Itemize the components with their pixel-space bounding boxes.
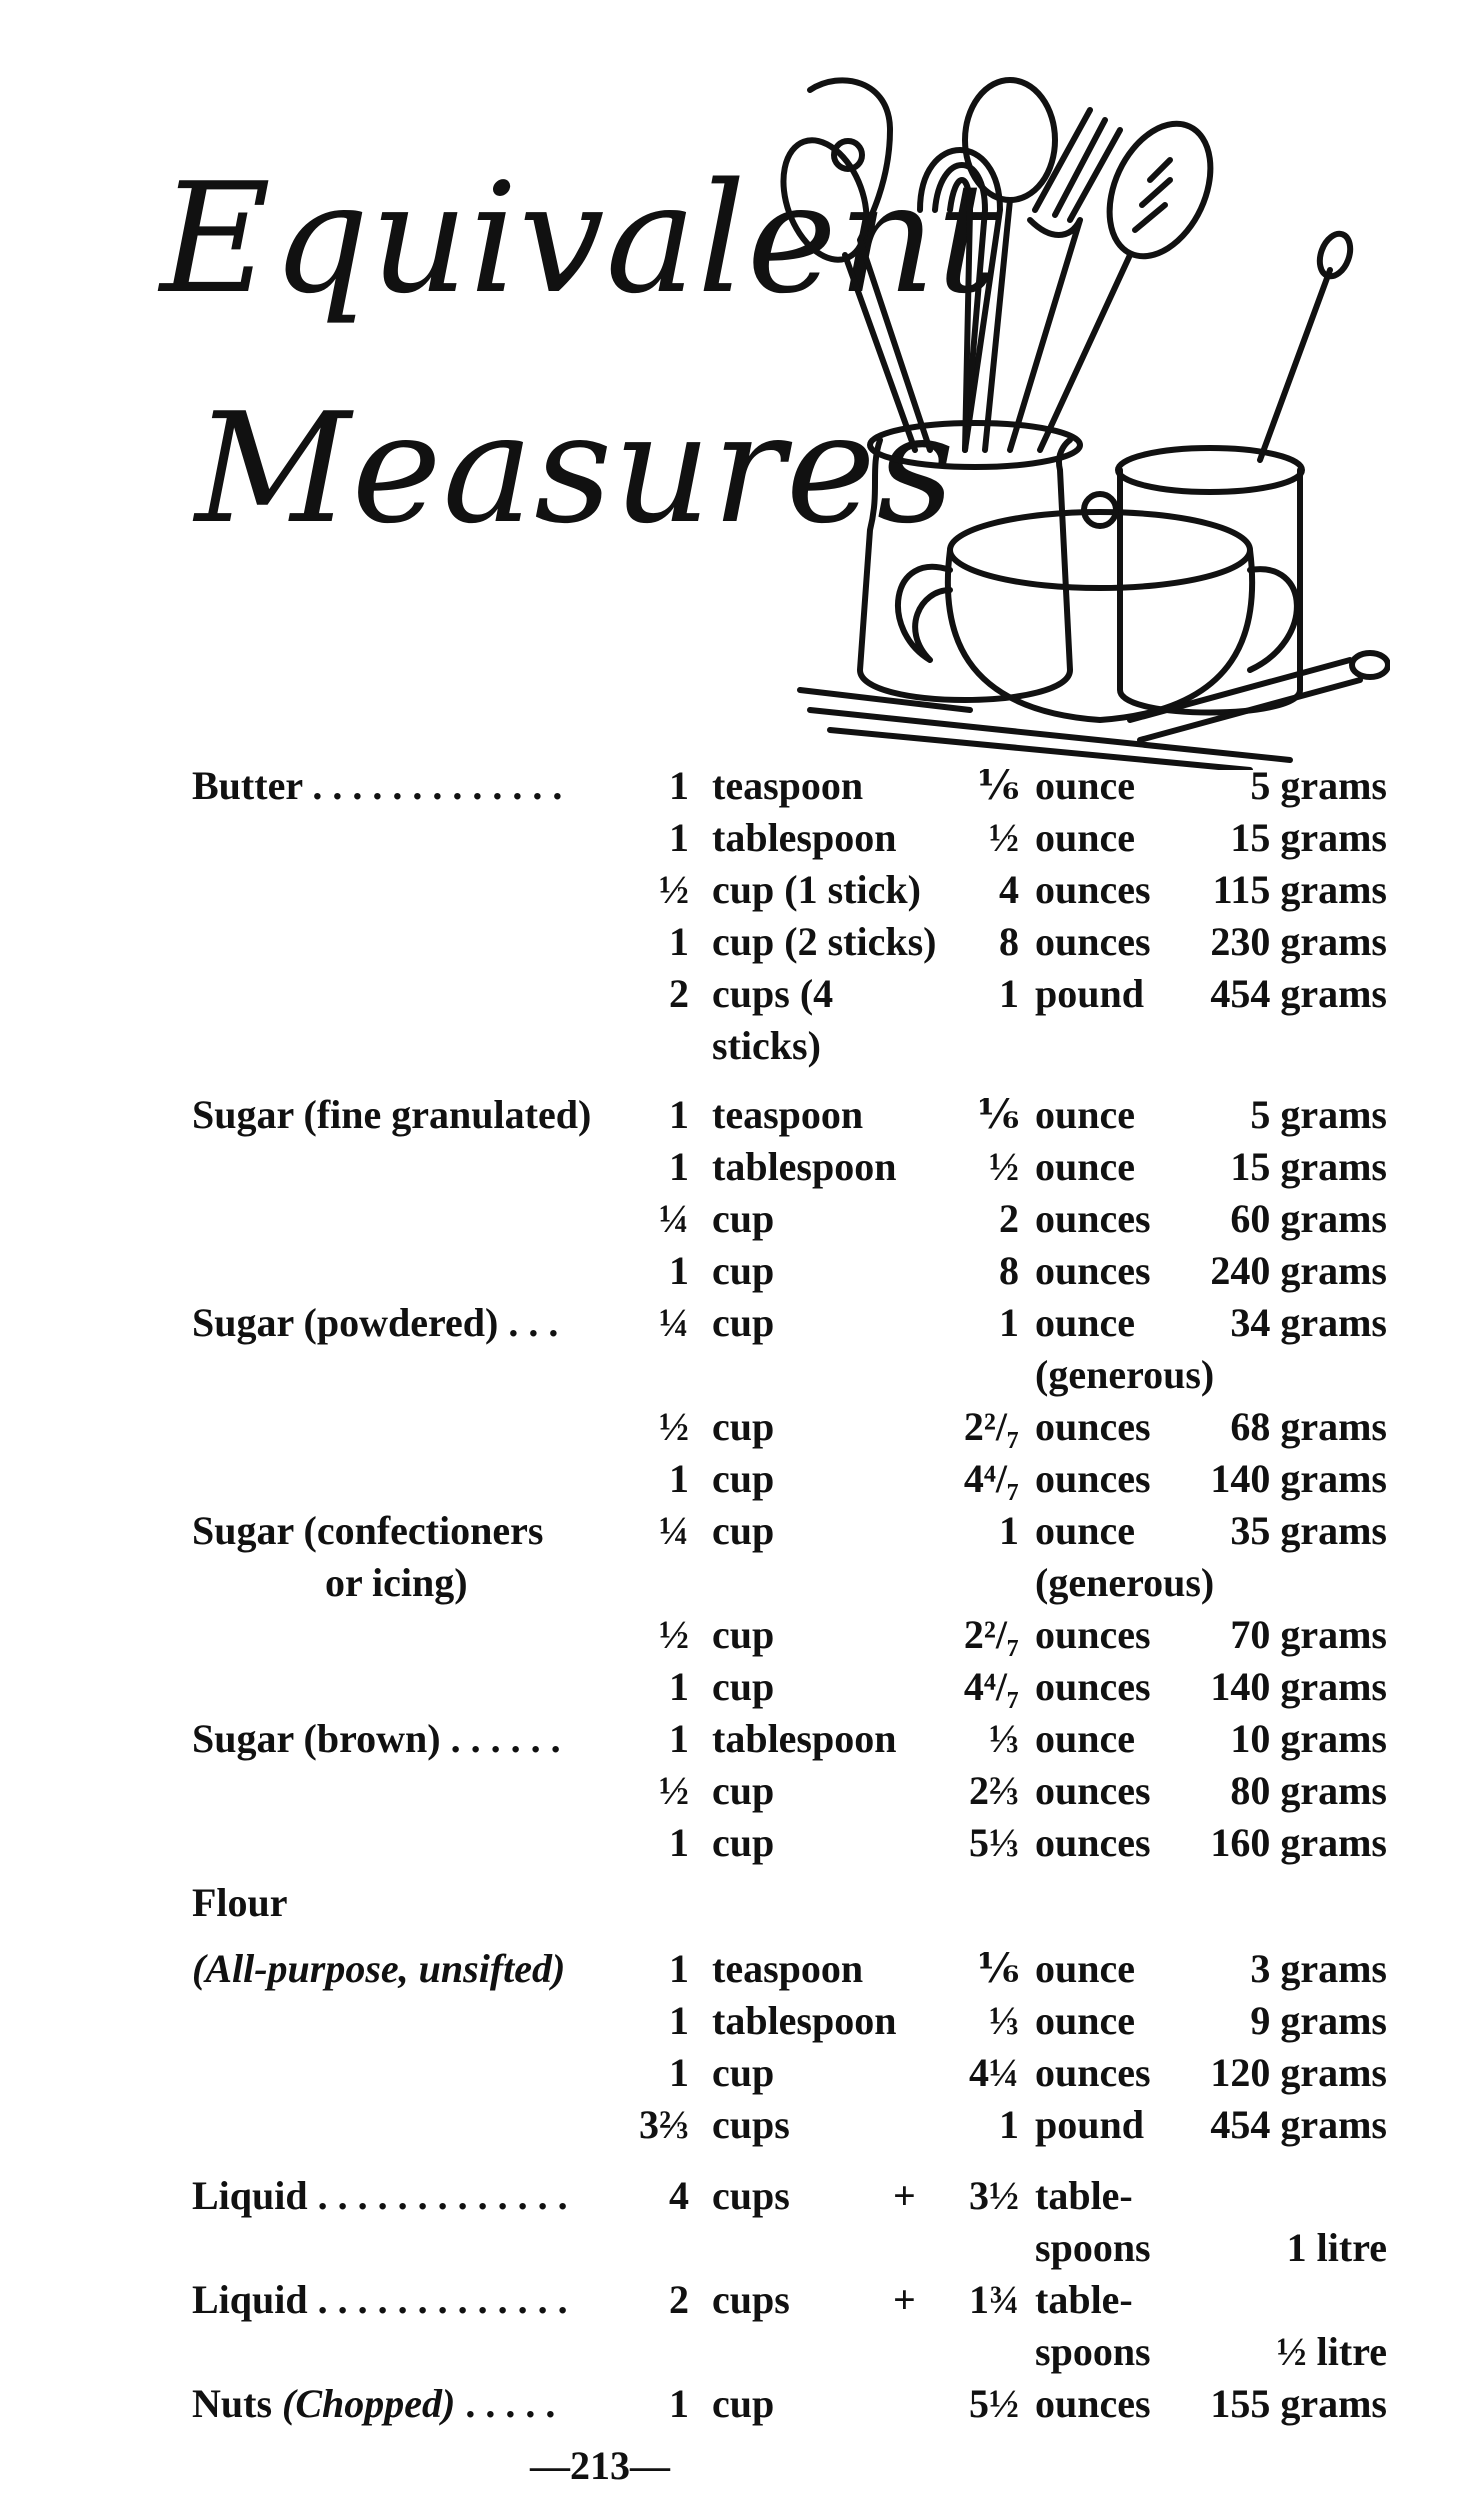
metric-amount: 115 grams (1212, 867, 1387, 912)
metric-amount: 120 grams (1210, 2050, 1387, 2095)
metric-amount: 15 grams (1230, 815, 1387, 860)
ounce-amount: ⅓ (989, 1998, 1019, 2043)
ounce-unit: ounces (1035, 1664, 1151, 1709)
unit: cup (712, 1508, 775, 1553)
metric-amount: 230 grams (1210, 919, 1387, 964)
table-row (0, 2170, 1477, 2222)
ounce-unit: (generous) (1035, 1352, 1215, 1397)
unit: cup (712, 1768, 775, 1813)
ounce-amount: 4⁴/₇ (963, 1456, 1019, 1501)
ounce-unit: ounce (1035, 1092, 1135, 1137)
ounce-amount: 8 (999, 919, 1019, 964)
ounce-amount: 2 (999, 1196, 1019, 1241)
quantity: 1 (669, 1664, 689, 1709)
metric-amount: 35 grams (1230, 1508, 1387, 1553)
metric-amount: ½ litre (1276, 2329, 1387, 2374)
quantity: 2 (669, 2277, 689, 2322)
metric-amount: 70 grams (1230, 1612, 1387, 1657)
ounce-amount: 1 (999, 1300, 1019, 1345)
table-row (0, 2274, 1477, 2326)
ounce-amount: 2⅔ (969, 1768, 1019, 1813)
table-row (0, 1877, 1477, 1929)
quantity: 4 (669, 2173, 689, 2218)
kitchen-utensils-illustration (770, 70, 1390, 770)
ounce-unit: pound (1035, 2102, 1144, 2147)
table-row (0, 2222, 1477, 2274)
ounce-amount: ⅙ (977, 1092, 1019, 1137)
quantity: 1 (669, 1998, 689, 2043)
item-name-leader: . . . . . (455, 2381, 556, 2426)
item-name: Flour (192, 1880, 288, 1925)
ounce-unit: ounces (1035, 867, 1151, 912)
table-row (0, 1453, 1477, 1505)
table-row (0, 2326, 1477, 2378)
ounce-amount: 1 (999, 2102, 1019, 2147)
quantity: ½ (659, 1612, 689, 1657)
table-row (0, 2047, 1477, 2099)
ounce-amount: 4⁴/₇ (963, 1664, 1019, 1709)
item-name: Sugar (confectioners (192, 1508, 544, 1553)
ounce-amount: 2²/₇ (963, 1612, 1019, 1657)
table-row (0, 1505, 1477, 1557)
unit: cup (712, 1820, 775, 1865)
table-row (0, 2099, 1477, 2151)
metric-amount: 160 grams (1210, 1820, 1387, 1865)
unit: cup (2 sticks) (712, 919, 937, 964)
metric-amount: 140 grams (1210, 1456, 1387, 1501)
table-row (0, 1193, 1477, 1245)
quantity: 1 (669, 2050, 689, 2095)
metric-amount: 3 grams (1250, 1946, 1387, 1991)
table-row (0, 1020, 1477, 1072)
ounce-unit: ounce (1035, 1716, 1135, 1761)
unit: tablespoon (712, 1144, 897, 1189)
unit: cup (712, 2050, 775, 2095)
ounce-amount: 1¾ (969, 2277, 1019, 2322)
ounce-amount: 1 (999, 1508, 1019, 1553)
unit: tablespoon (712, 1998, 897, 2043)
quantity: ¼ (659, 1300, 689, 1345)
unit: teaspoon (712, 1946, 864, 1991)
item-name: Butter . . . . . . . . . . . . . (192, 763, 563, 808)
quantity: 1 (669, 919, 689, 964)
table-row (0, 1609, 1477, 1661)
ounce-amount: 8 (999, 1248, 1019, 1293)
table-row (0, 916, 1477, 968)
ounce-unit: ounces (1035, 2381, 1151, 2426)
quantity: 1 (669, 1456, 689, 1501)
quantity: 1 (669, 763, 689, 808)
ounce-amount: 5⅓ (969, 1820, 1019, 1865)
unit: cup (712, 1300, 775, 1345)
item-name: Sugar (powdered) . . . (192, 1300, 559, 1345)
metric-amount: 80 grams (1230, 1768, 1387, 1813)
ounce-unit: ounce (1035, 1300, 1135, 1345)
metric-amount: 5 grams (1250, 1092, 1387, 1137)
quantity: 1 (669, 2381, 689, 2426)
metric-amount: 5 grams (1250, 763, 1387, 808)
metric-amount: 10 grams (1230, 1716, 1387, 1761)
metric-amount: 454 grams (1210, 971, 1387, 1016)
unit: cups (4 (712, 971, 834, 1016)
title-line-1: Equivalent (160, 150, 999, 327)
table-row (0, 968, 1477, 1020)
unit: sticks) (712, 1023, 821, 1068)
item-qualifier: (All-purpose, unsifted) (192, 1946, 566, 1991)
ounce-unit: ounces (1035, 2050, 1151, 2095)
ounce-unit: ounces (1035, 1612, 1151, 1657)
metric-amount: 68 grams (1230, 1404, 1387, 1449)
metric-amount: 15 grams (1230, 1144, 1387, 1189)
unit: cups (712, 2173, 790, 2218)
table-row (0, 864, 1477, 916)
unit: cup (1 stick) (712, 867, 921, 912)
unit: cup (712, 1404, 775, 1449)
unit: cup (712, 2381, 775, 2426)
ounce-unit: ounces (1035, 1456, 1151, 1501)
ounce-unit: spoons (1035, 2225, 1151, 2270)
page-number: —213— (530, 2443, 670, 2488)
metric-amount: 60 grams (1230, 1196, 1387, 1241)
metric-amount: 140 grams (1210, 1664, 1387, 1709)
title-line-2: Measures (195, 380, 956, 557)
metric-amount: 1 litre (1286, 2225, 1387, 2270)
table-row (0, 1141, 1477, 1193)
quantity: ½ (659, 1768, 689, 1813)
ounce-unit: pound (1035, 971, 1144, 1016)
metric-amount: 240 grams (1210, 1248, 1387, 1293)
table-row (0, 1995, 1477, 2047)
ounce-amount: 5½ (969, 2381, 1019, 2426)
table-row (0, 812, 1477, 864)
quantity: 1 (669, 1092, 689, 1137)
ounce-amount: ½ (989, 1144, 1019, 1189)
unit: cup (712, 1196, 775, 1241)
ounce-unit: ounces (1035, 1196, 1151, 1241)
ounce-unit: table- (1035, 2173, 1133, 2218)
unit: teaspoon (712, 1092, 864, 1137)
plus-sign: + (893, 2277, 916, 2322)
ounce-amount: 3½ (969, 2173, 1019, 2218)
quantity: 3⅔ (639, 2102, 689, 2147)
ounce-unit: ounce (1035, 1508, 1135, 1553)
quantity: 1 (669, 1248, 689, 1293)
metric-amount: 9 grams (1250, 1998, 1387, 2043)
metric-amount: 454 grams (1210, 2102, 1387, 2147)
ounce-amount: ⅓ (989, 1716, 1019, 1761)
quantity: 1 (669, 815, 689, 860)
table-row (0, 1557, 1477, 1609)
plus-sign: + (893, 2173, 916, 2218)
quantity: 1 (669, 1820, 689, 1865)
ounce-unit: ounce (1035, 1946, 1135, 1991)
unit: cup (712, 1456, 775, 1501)
unit: tablespoon (712, 815, 897, 860)
ounce-amount: 4 (999, 867, 1019, 912)
ounce-unit: table- (1035, 2277, 1133, 2322)
ounce-unit: ounces (1035, 1768, 1151, 1813)
table-row (0, 1713, 1477, 1765)
item-name: Sugar (brown) . . . . . . (192, 1716, 561, 1761)
table-row (0, 1817, 1477, 1869)
quantity: ¼ (659, 1196, 689, 1241)
metric-amount: 34 grams (1230, 1300, 1387, 1345)
table-row (0, 1245, 1477, 1297)
item-name-main: Nuts (192, 2381, 283, 2426)
quantity: ¼ (659, 1508, 689, 1553)
table-row (0, 1661, 1477, 1713)
ounce-unit: ounce (1035, 815, 1135, 860)
ounce-amount: 2²/₇ (963, 1404, 1019, 1449)
ounce-unit: (generous) (1035, 1560, 1215, 1605)
ounce-unit: ounces (1035, 919, 1151, 964)
ounce-amount: ⅙ (977, 1946, 1019, 1991)
quantity: 2 (669, 971, 689, 1016)
item-name-qualifier: (Chopped) (282, 2381, 456, 2426)
table-row (0, 1943, 1477, 1995)
unit: tablespoon (712, 1716, 897, 1761)
ounce-unit: ounces (1035, 1404, 1151, 1449)
ounce-unit: ounce (1035, 1144, 1135, 1189)
unit: cup (712, 1664, 775, 1709)
ounce-unit: ounce (1035, 1998, 1135, 2043)
item-name: Liquid . . . . . . . . . . . . . (192, 2173, 568, 2218)
unit: cups (712, 2102, 790, 2147)
ounce-amount: ⅙ (977, 763, 1019, 808)
metric-amount: 155 grams (1210, 2381, 1387, 2426)
unit: cup (712, 1248, 775, 1293)
item-name: Liquid . . . . . . . . . . . . . (192, 2277, 568, 2322)
unit: cups (712, 2277, 790, 2322)
table-row (0, 1297, 1477, 1349)
table-row (0, 1765, 1477, 1817)
quantity: ½ (659, 867, 689, 912)
table-row (0, 760, 1477, 812)
quantity: 1 (669, 1144, 689, 1189)
ounce-unit: spoons (1035, 2329, 1151, 2374)
item-name: Sugar (fine granulated) (192, 1092, 592, 1137)
quantity: ½ (659, 1404, 689, 1449)
unit: teaspoon (712, 763, 864, 808)
table-row (0, 2378, 1477, 2430)
quantity: 1 (669, 1716, 689, 1761)
ounce-amount: ½ (989, 815, 1019, 860)
table-row (0, 1349, 1477, 1401)
ounce-unit: ounce (1035, 763, 1135, 808)
quantity: 1 (669, 1946, 689, 1991)
ounce-unit: ounces (1035, 1248, 1151, 1293)
table-row (0, 1401, 1477, 1453)
unit: cup (712, 1612, 775, 1657)
ounce-amount: 1 (999, 971, 1019, 1016)
ounce-unit: ounces (1035, 1820, 1151, 1865)
table-row (0, 1089, 1477, 1141)
item-name (192, 2378, 555, 2430)
ounce-amount: 4¼ (969, 2050, 1019, 2095)
item-name: or icing) (325, 1560, 468, 1605)
